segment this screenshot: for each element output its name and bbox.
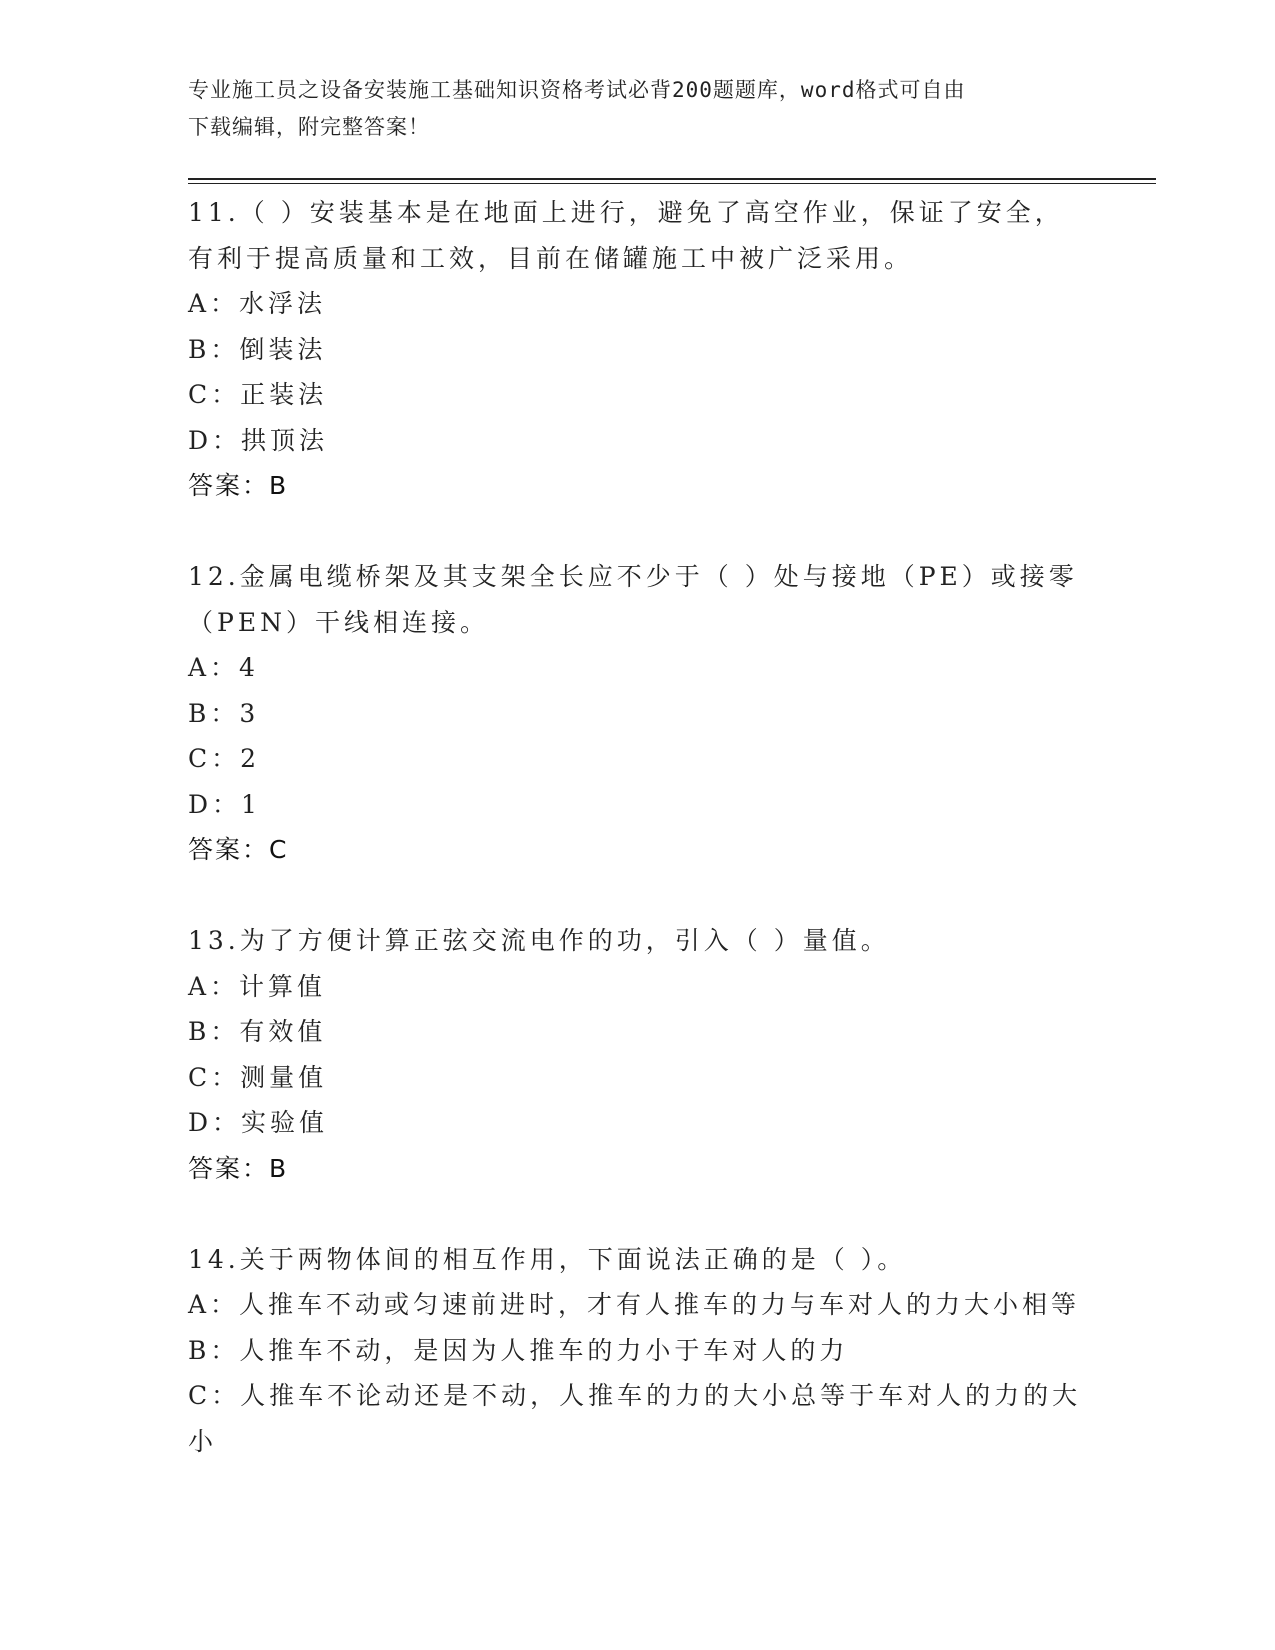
question-12-option-b: B：3: [188, 698, 260, 728]
question-12-option-c: C：2: [188, 744, 261, 773]
question-13-option-a: A：计算值: [188, 971, 327, 1001]
question-11-stem-line-1: 11.（ ）安装基本是在地面上进行，避免了高空作业，保证了安全，: [188, 198, 1064, 227]
question-13-answer: 答案：B: [188, 1153, 289, 1183]
question-14-option-b: B：人推车不动，是因为人推车的力小于车对人的力: [188, 1335, 849, 1365]
question-12-option-a: A：4: [188, 653, 259, 682]
question-11-stem-line-2: 有利于提高质量和工效，目前在储罐施工中被广泛采用。: [188, 243, 914, 273]
question-11-option-c: C：正装法: [188, 380, 328, 409]
question-14-option-a: A：人推车不动或匀速前进时，才有人推车的力与车对人的力大小相等: [188, 1290, 1081, 1319]
question-13-stem-line-1: 13.为了方便计算正弦交流电作的功，引入（ ）量值。: [188, 926, 890, 955]
question-14: [188, 1237, 1088, 1465]
question-12-option-d: D：1: [188, 789, 261, 819]
header-divider-thick: [188, 178, 1156, 180]
question-11-option-d: D：拱顶法: [188, 425, 329, 455]
question-list: [188, 190, 1088, 1464]
question-14-option-c-continued: 小: [188, 1426, 218, 1456]
header-divider-thin: [188, 183, 1156, 184]
question-spacer: [188, 1191, 1088, 1237]
question-11-option-a: A：水浮法: [188, 289, 327, 318]
question-12-stem-line-1: 12.金属电缆桥架及其支架全长应不少于（ ）处与接地（PE）或接零: [188, 562, 1078, 591]
question-12: [188, 554, 1088, 873]
question-spacer: [188, 873, 1088, 919]
header-line-2: 下载编辑，附完整答案！: [188, 115, 430, 139]
question-14-stem-line-1: 14.关于两物体间的相互作用，下面说法正确的是（ ）。: [188, 1244, 907, 1274]
question-11-answer: 答案：B: [188, 471, 289, 500]
question-13-option-d: D：实验值: [188, 1108, 329, 1137]
question-11-option-b: B：倒装法: [188, 334, 327, 364]
question-14-option-c: C：人推车不论动还是不动，人推车的力的大小总等于车对人的力的大: [188, 1381, 1082, 1410]
question-12-stem-line-2: （PEN）干线相连接。: [188, 607, 489, 637]
question-spacer: [188, 509, 1088, 555]
document-header: [188, 72, 1088, 146]
question-13-option-b: B：有效值: [188, 1017, 327, 1046]
question-13: [188, 918, 1088, 1191]
question-11: [188, 190, 1088, 509]
question-13-option-c: C：测量值: [188, 1062, 328, 1092]
question-12-answer: 答案：C: [188, 835, 289, 864]
header-line-1: 专业施工员之设备安装施工基础知识资格考试必背200题题库，word格式可自由: [188, 78, 966, 102]
